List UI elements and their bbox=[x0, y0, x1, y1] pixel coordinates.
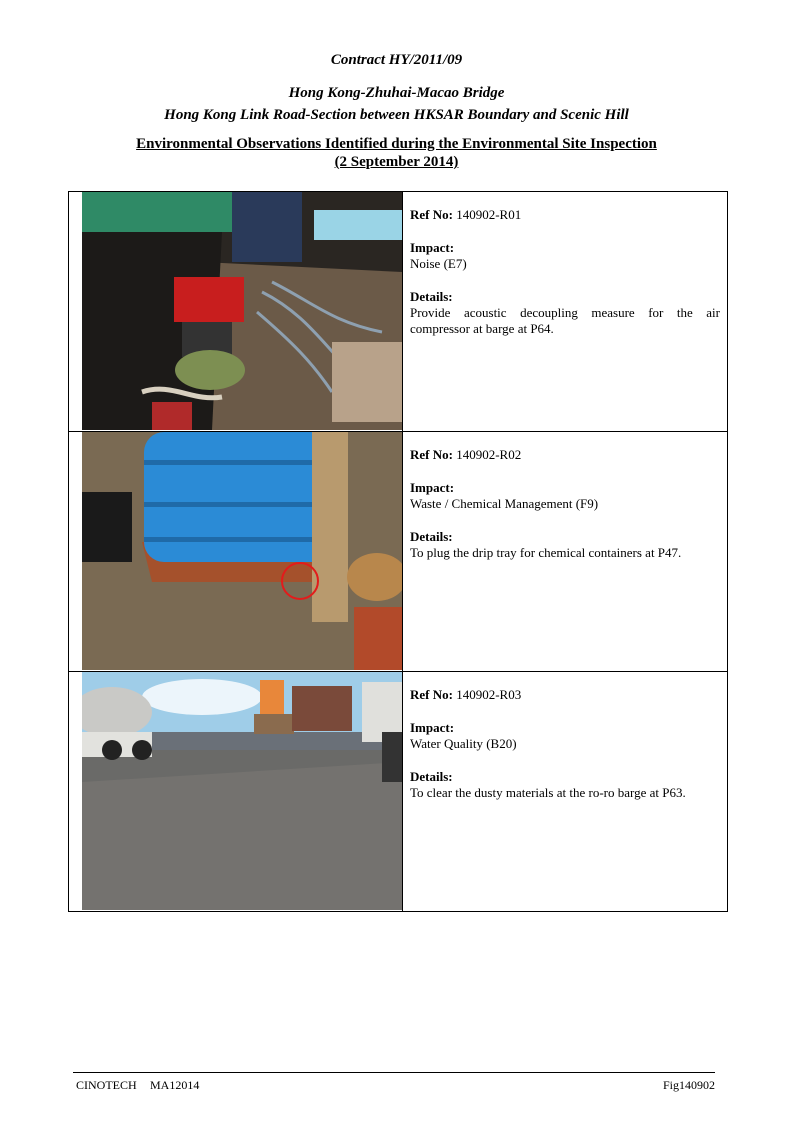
contract-number: Contract HY/2011/09 bbox=[330, 52, 463, 68]
section-name: Hong Kong Link Road-Section between HKSAR Boundary and Scenic Hill bbox=[164, 107, 629, 123]
table-row bbox=[69, 432, 728, 672]
observation-text-cell bbox=[403, 432, 728, 672]
observation-text-cell bbox=[403, 672, 728, 912]
photo-cell bbox=[69, 672, 403, 912]
details-value: Provide acoustic decoupling measure for the air compressor at barge at P64. bbox=[410, 305, 720, 336]
ref-line: Ref No: 140902-R02 bbox=[410, 447, 522, 462]
ref-line: Ref No: 140902-R03 bbox=[410, 687, 522, 702]
observations-table bbox=[68, 191, 728, 912]
details-block: Details: To clear the dusty materials at the ro-ro barge at P63. bbox=[410, 769, 686, 800]
impact-block: Impact: Noise (E7) bbox=[410, 240, 467, 271]
details-value: To clear the dusty materials at the ro-ro barge at P63. bbox=[410, 785, 686, 800]
project-name: Hong Kong-Zhuhai-Macao Bridge bbox=[288, 85, 505, 101]
observation-photo-r01 bbox=[82, 192, 402, 430]
ref-number: 140902-R01 bbox=[456, 207, 522, 222]
impact-value: Water Quality (B20) bbox=[410, 736, 517, 751]
impact-block: Impact: Water Quality (B20) bbox=[410, 720, 517, 751]
footer-company: CINOTECH bbox=[76, 1078, 137, 1092]
footer-figure-number: Fig140902 bbox=[662, 1078, 715, 1092]
impact-block: Impact: Waste / Chemical Management (F9) bbox=[410, 480, 599, 511]
impact-value: Waste / Chemical Management (F9) bbox=[410, 496, 599, 511]
photo-cell bbox=[69, 432, 403, 672]
ref-number: 140902-R03 bbox=[456, 687, 522, 702]
details-block: Details: To plug the drip tray for chemical containers at P47. bbox=[410, 529, 682, 560]
table-row bbox=[69, 672, 728, 912]
details-block: Details: Provide acoustic decoupling measure for the air compressor at barge at P64. bbox=[410, 289, 720, 336]
ref-number: 140902-R02 bbox=[456, 447, 522, 462]
observation-photo-r03 bbox=[82, 672, 402, 910]
ref-line: Ref No: 140902-R01 bbox=[410, 207, 522, 222]
document-title: Environmental Observations Identified during the Environmental Site Inspection bbox=[136, 136, 657, 152]
photo-cell bbox=[69, 192, 403, 432]
footer-report: MA12014 bbox=[150, 1078, 200, 1092]
table-row bbox=[69, 192, 728, 432]
observation-photo-r02 bbox=[82, 432, 402, 670]
observation-text-cell bbox=[403, 192, 728, 432]
impact-value: Noise (E7) bbox=[410, 256, 467, 271]
details-value: To plug the drip tray for chemical containers at P47. bbox=[410, 545, 682, 560]
inspection-date: (2 September 2014) bbox=[334, 154, 459, 170]
footer-divider bbox=[73, 1072, 715, 1073]
